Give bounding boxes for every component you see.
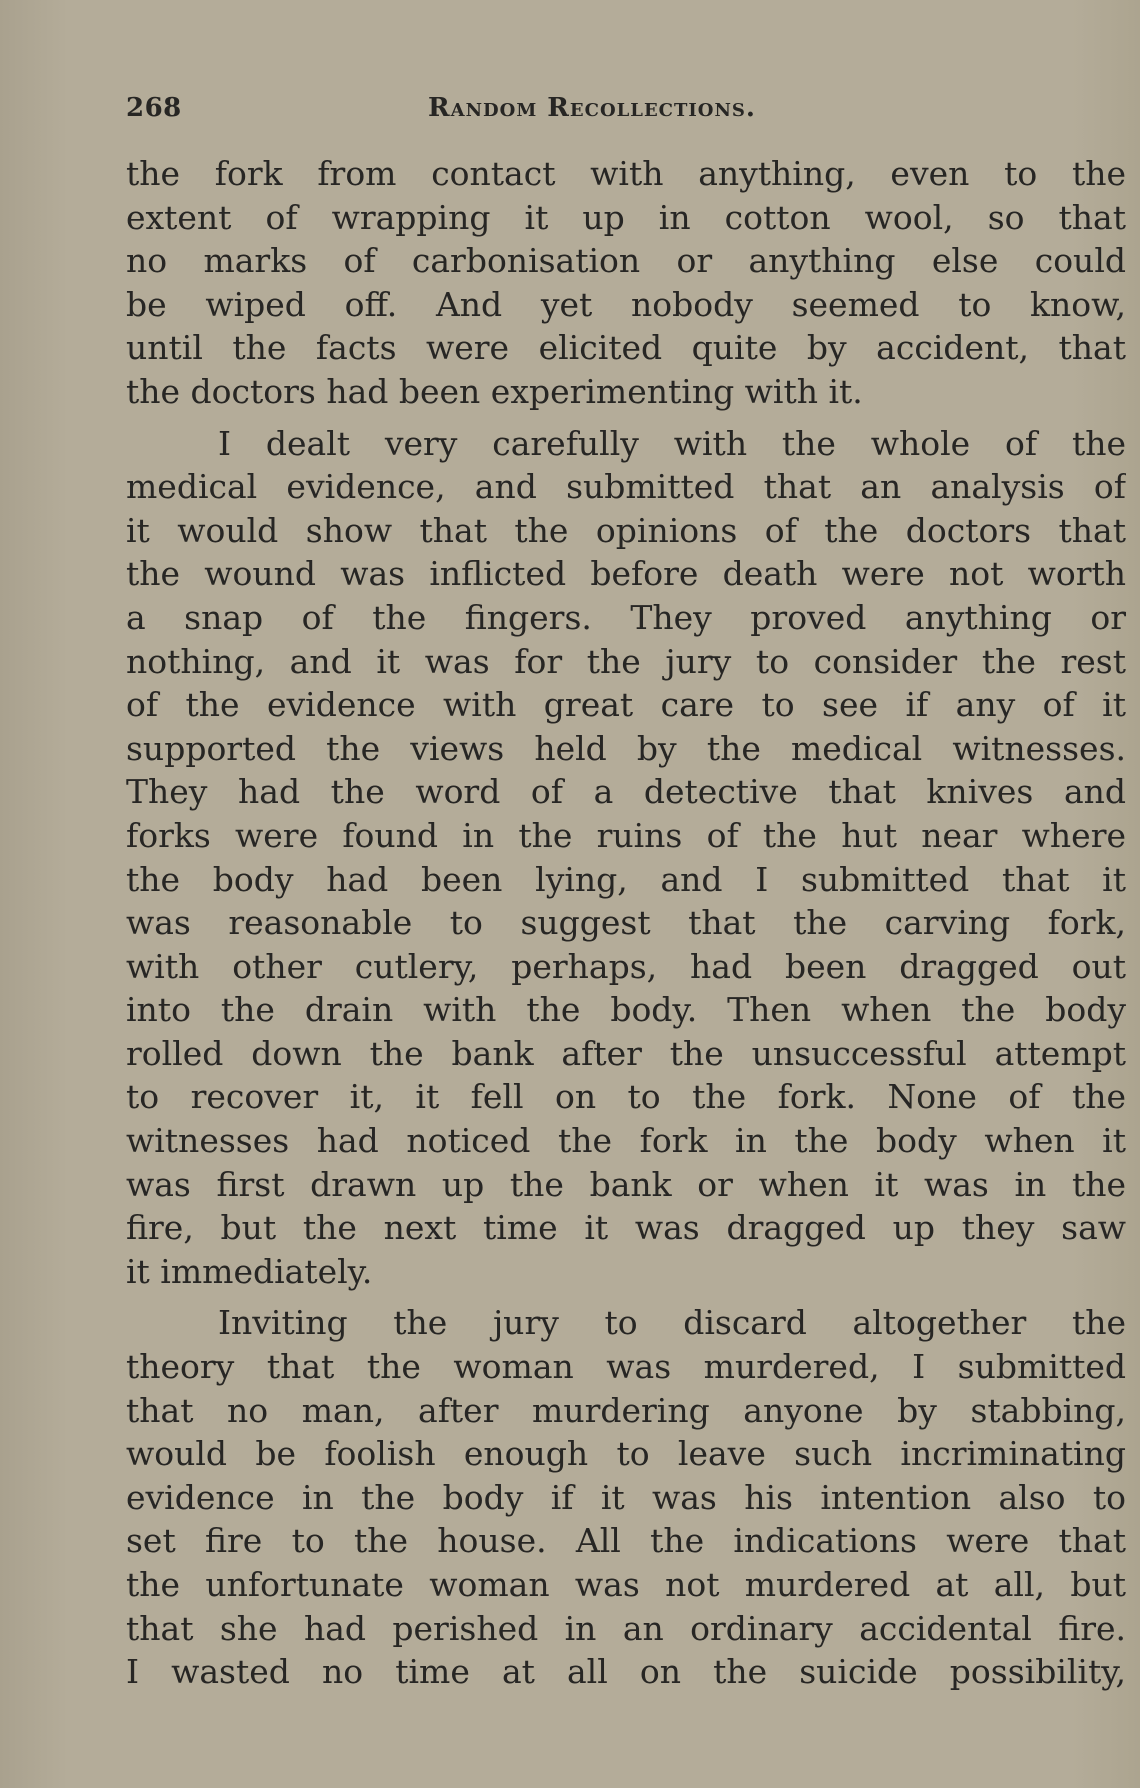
paragraph (126, 152, 1126, 414)
text-line: theory that the woman was murdered, I submitted (126, 1347, 1126, 1387)
paragraph (126, 1301, 1126, 1693)
text-line: the fork from contact with anything, even to the (126, 154, 1126, 193)
text-line: I wasted no time at all on the suicide possibility, (126, 1652, 1126, 1692)
text-line: the body had been lying, and I submitted that it (126, 859, 1126, 899)
text-line: that she had perished in an ordinary accidental fire. (126, 1608, 1126, 1648)
text-line: nothing, and it was for the jury to consider the rest (126, 641, 1126, 681)
text-line: into the drain with the body. Then when the body (126, 990, 1126, 1030)
text-line: that no man, after murdering anyone by stabbing, (126, 1390, 1126, 1430)
text-line: of the evidence with great care to see if any of it (126, 685, 1126, 725)
page-number: 268 (126, 93, 182, 123)
text-line: I dealt very carefully with the whole of the (218, 423, 1126, 463)
text-line: fire, but the next time it was dragged up they saw (126, 1208, 1126, 1248)
text-line: witnesses had noticed the fork in the body when it (126, 1121, 1126, 1161)
text-line: to recover it, it fell on to the fork. None of the (126, 1077, 1126, 1117)
text-line: the doctors had been experimenting with it. (126, 371, 863, 411)
text-line: the unfortunate woman was not murdered at all, but (126, 1565, 1126, 1604)
text-line: They had the word of a detective that knives and (126, 772, 1126, 812)
body-text (126, 152, 1126, 1694)
text-line: no marks of carbonisation or anything else could (126, 241, 1126, 281)
text-line: Inviting the jury to discard altogether the (218, 1303, 1126, 1343)
paragraph (126, 422, 1126, 1294)
text-line: it immediately. (126, 1251, 373, 1291)
running-head: Random Recollections. (428, 93, 756, 123)
text-line: extent of wrapping it up in cotton wool, so that (126, 197, 1126, 237)
text-line: was first drawn up the bank or when it was in the (126, 1164, 1126, 1204)
text-line: with other cutlery, perhaps, had been dragged out (126, 946, 1126, 986)
text-line: until the facts were elicited quite by accident, that (126, 328, 1126, 368)
text-line: set fire to the house. All the indications were that (126, 1521, 1126, 1561)
text-line: evidence in the body if it was his intention also to (126, 1477, 1126, 1517)
text-line: the wound was inflicted before death were not worth (126, 554, 1126, 594)
text-line: medical evidence, and submitted that an analysis of (126, 467, 1126, 507)
text-line: a snap of the fingers. They proved anything or (126, 597, 1126, 637)
text-line: would be foolish enough to leave such incriminating (126, 1434, 1126, 1474)
page-header (126, 93, 1126, 133)
text-line: it would show that the opinions of the doctors that (126, 510, 1126, 550)
text-line: forks were found in the ruins of the hut near where (126, 815, 1126, 855)
text-line: was reasonable to suggest that the carving fork, (126, 903, 1126, 943)
text-line: be wiped off. And yet nobody seemed to know, (126, 284, 1126, 324)
text-line: rolled down the bank after the unsuccessful attempt (126, 1033, 1126, 1073)
text-line: supported the views held by the medical witnesses. (126, 728, 1126, 768)
